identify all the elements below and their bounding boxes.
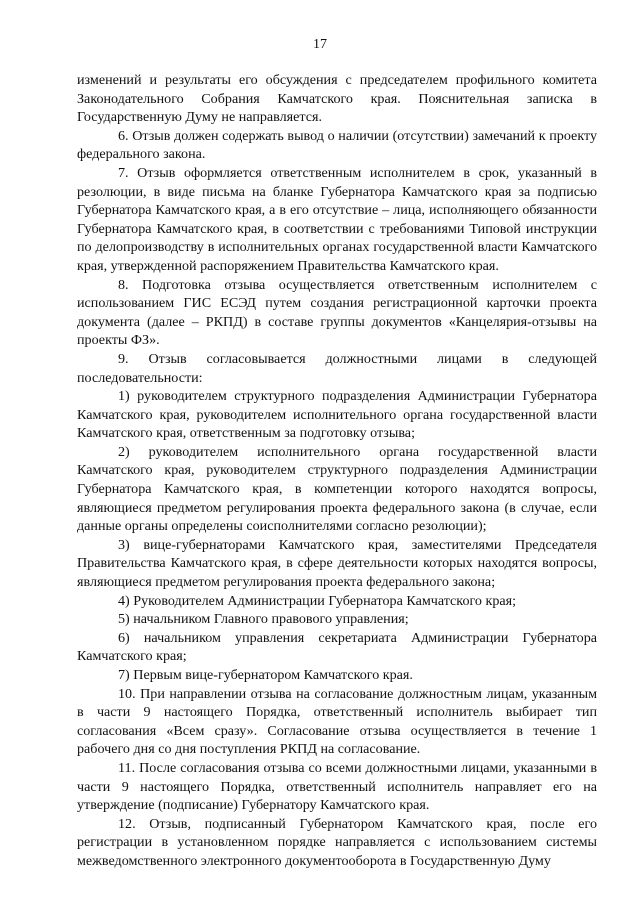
- paragraph: 9. Отзыв согласовывается должностными лицами в следующей последовательности:: [77, 350, 597, 386]
- paragraph: 12. Отзыв, подписанный Губернатором Камчатского края, после его регистрации в установленном порядке направляется с использованием системы межведомственного электронного документооборота в Государственную Думу: [77, 815, 597, 869]
- paragraph: 6) начальником управления секретариата Администрации Губернатора Камчатского края;: [77, 629, 597, 665]
- paragraph: 7) Первым вице-губернатором Камчатского края.: [118, 667, 413, 683]
- paragraph: 11. После согласования отзыва со всеми должностными лицами, указанными в части 9 настоящего Порядка, ответственный исполнитель направляет его на утверждение (подписание) Губернатору Камчатского края.: [77, 759, 597, 814]
- paragraph: 10. При направлении отзыва на согласование должностным лицам, указанным в части 9 настоящего Порядка, ответственный исполнитель выбирает тип согласования «Всем сразу». Согласование отзыва осуществляется в течение 1 рабочего дня со дня поступления РКПД на согласование.: [77, 685, 597, 758]
- paragraph: 5) начальником Главного правового управления;: [118, 611, 409, 628]
- document-body: [77, 71, 597, 871]
- paragraph: 4) Руководителем Администрации Губернатора Камчатского края;: [118, 592, 517, 609]
- paragraph: 2) руководителем исполнительного органа государственной власти Камчатского края, руководителем структурного подразделения Администрации Губернатора Камчатского края, в компетенции которого находятся вопросы, являющиеся предметом регулирования проекта федерального закона (в случае, если данные органы определены соисполнителями согласно резолюции);: [77, 443, 597, 535]
- page-number: 17: [313, 37, 327, 52]
- paragraph: 3) вице-губернаторами Камчатского края, заместителями Председателя Правительства Камчатского края, в сфере деятельности которых находятся вопросы, являющиеся предметом регулирования проекта федерального закона;: [77, 536, 597, 591]
- paragraph: 8. Подготовка отзыва осуществляется ответственным исполнителем с использованием ГИС ЕСЭД путем создания регистрационной карточки проекта документа (далее – РКПД) в составе группы документов «Канцелярия-отзывы на проекты ФЗ».: [77, 276, 597, 349]
- paragraph: 7. Отзыв оформляется ответственным исполнителем в срок, указанный в резолюции, в виде письма на бланке Губернатора Камчатского края за подписью Губернатора Камчатского края, а в его отсутствие – лица, исполняющего обязанности Губернатора Камчатского края, в соответствии с требованиями Типовой инструкции по делопроизводству в исполнительных органах государственной власти Камчатского края, утвержденной распоряжением Правительства Камчатского края.: [77, 164, 597, 274]
- paragraph: 1) руководителем структурного подразделения Администрации Губернатора Камчатского края, руководителем исполнительного органа государственной власти Камчатского края, ответственным за подготовку отзыва;: [77, 388, 597, 442]
- paragraph: 6. Отзыв должен содержать вывод о наличии (отсутствии) замечаний к проекту федерального закона.: [77, 127, 597, 163]
- paragraph: изменений и результаты его обсуждения с председателем профильного комитета Законодательного Собрания Камчатского края. Пояснительная записка в Государственную Думу не направляется.: [77, 72, 597, 126]
